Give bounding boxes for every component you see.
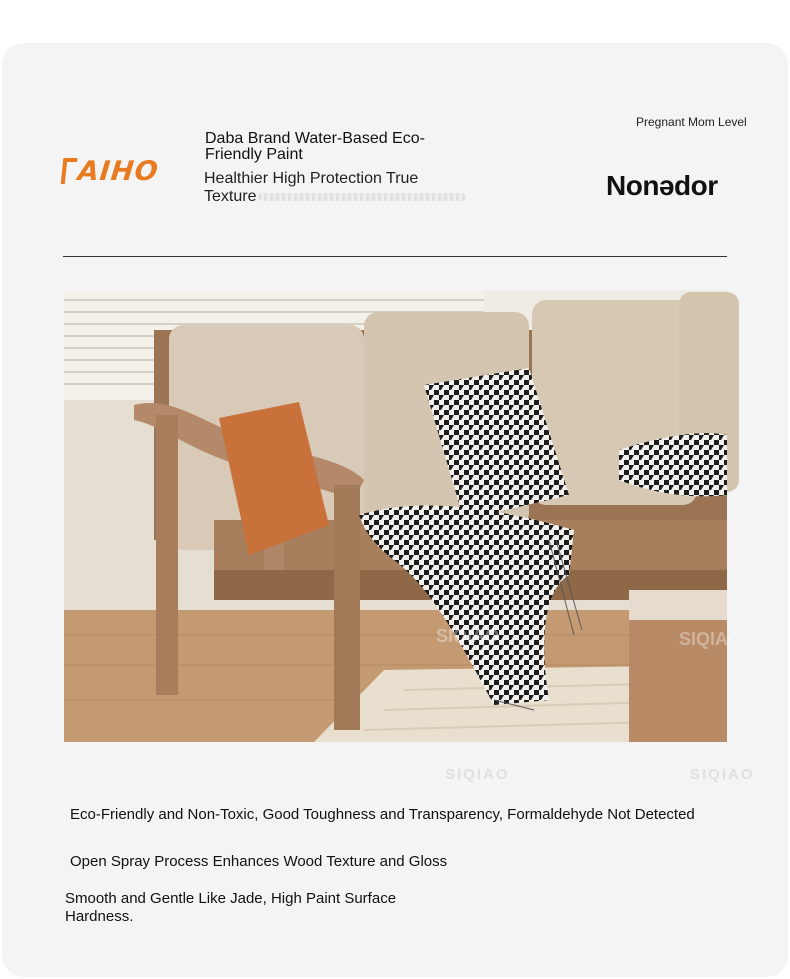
logo-mark-icon: [61, 158, 78, 184]
odor-label: Nonədor: [606, 170, 718, 201]
brand-logo: [60, 154, 192, 190]
svg-text:SIQIAO: SIQIAO: [679, 629, 743, 649]
brand-logo-text: AIHO: [76, 156, 161, 187]
feature-text-3: Smooth and Gentle Like Jade, High Paint Surface Hardness.: [65, 890, 397, 925]
watermark-1: SIQIAO: [445, 766, 510, 783]
feature-text-2: Open Spray Process Enhances Wood Texture and Gloss: [70, 853, 448, 870]
sofa-illustration: [64, 290, 743, 742]
svg-text:SIQIAO: SIQIAO: [436, 626, 500, 646]
divider: [63, 256, 727, 257]
texture-decoration: [258, 193, 466, 201]
watermark-2: SIQIAO: [690, 766, 755, 783]
paint-title: Daba Brand Water-Based Eco-Friendly Paint: [205, 130, 425, 163]
level-label: Pregnant Mom Level: [636, 115, 747, 129]
paint-subtitle: Healthier High Protection True Texture: [204, 170, 419, 205]
feature-text-1: Eco-Friendly and Non-Toxic, Good Toughness and Transparency, Formaldehyde Not Detected: [70, 806, 695, 823]
sofa-photo: [64, 290, 743, 742]
